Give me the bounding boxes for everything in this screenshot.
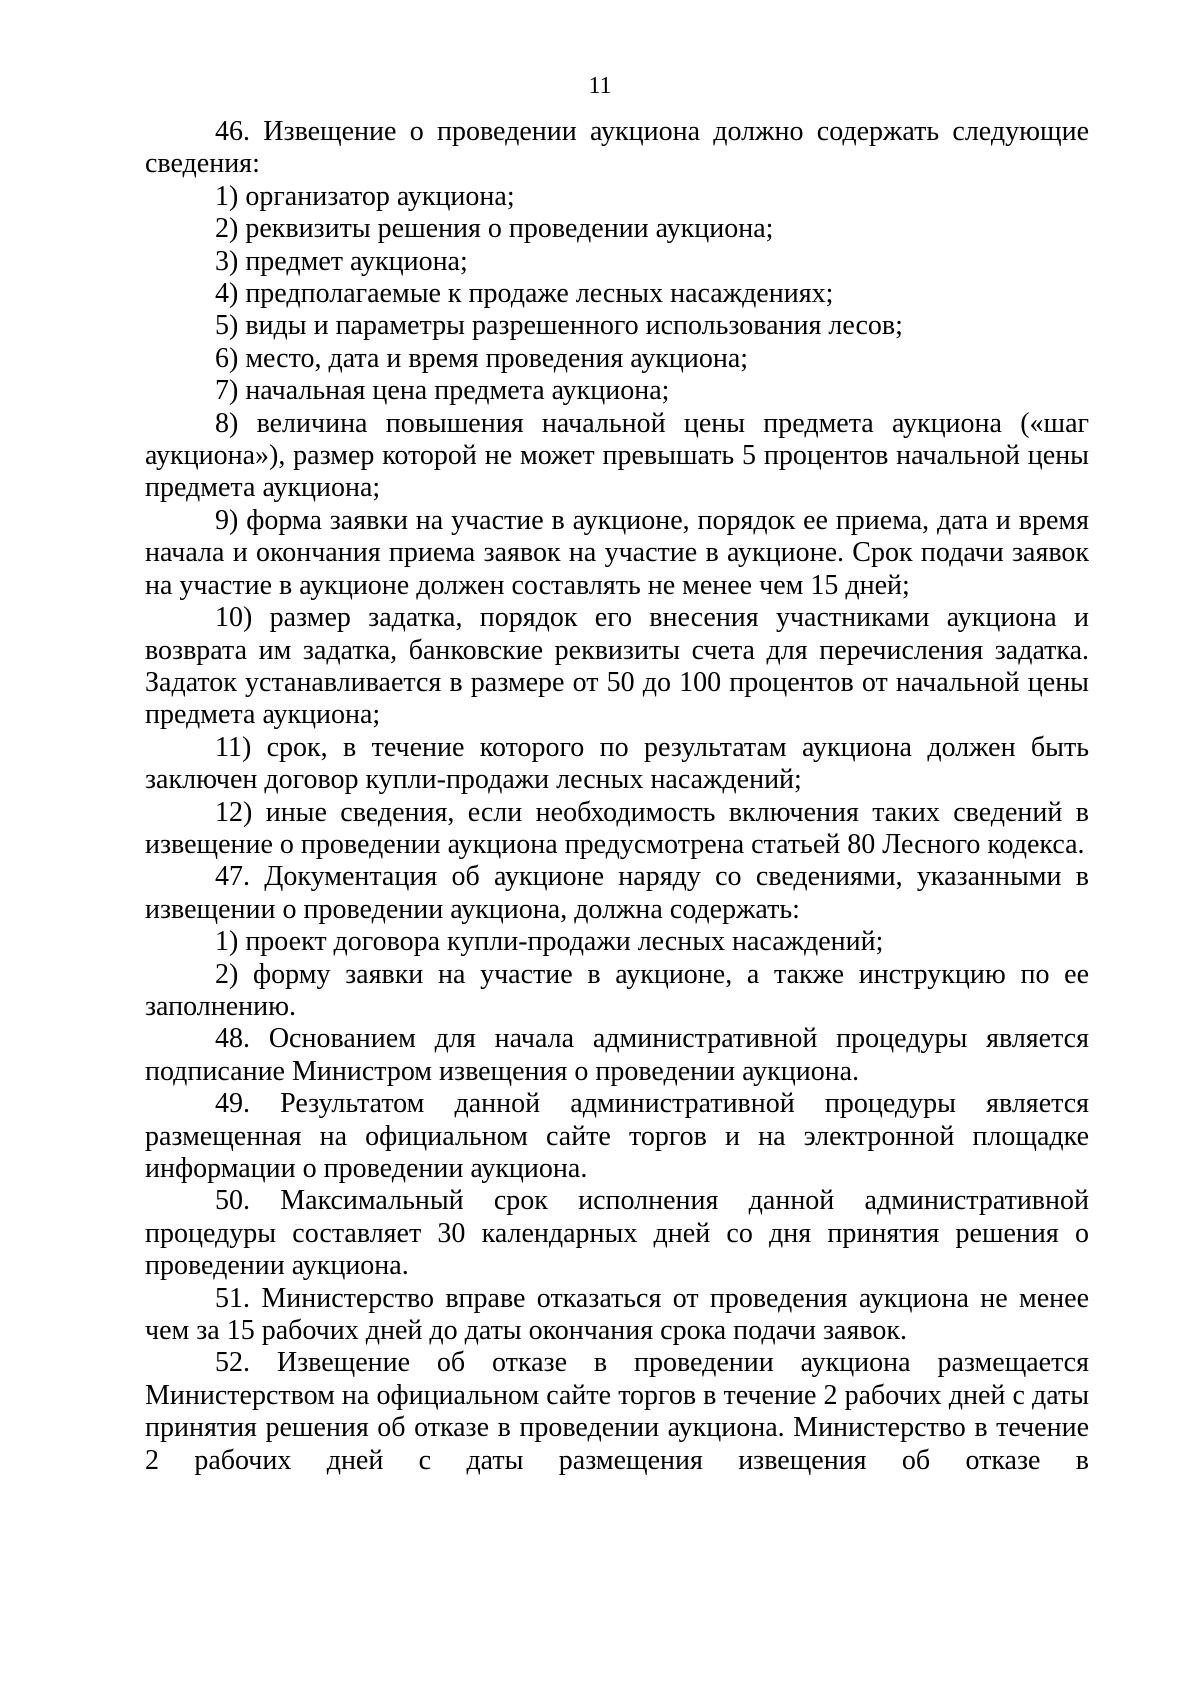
list-item: 2) реквизиты решения о проведении аукциона;	[215, 213, 774, 245]
paragraph-46: 46. Извещение о проведении аукциона должно содержать следующие сведения:	[145, 116, 1089, 180]
list-item: 2) форму заявки на участие в аукционе, а также инструкцию по ее заполнению.	[145, 958, 1089, 1022]
list-item: 4) предполагаемые к продаже лесных насаждениях;	[215, 278, 834, 310]
paragraph-50: 50. Максимальный срок исполнения данной административной процедуры составляет 30 календарных дней со дня принятия решения о проведении аукциона.	[145, 1185, 1089, 1282]
paragraph-52: 52. Извещение об отказе в проведении аукциона размещается Министерством на официальном сайте торгов в течение 2 рабочих дней с даты принятия решения об отказе в проведении аукциона. Министерство в течение 2 рабочих дней с даты размещения извещения об отказе в	[145, 1347, 1089, 1476]
list-item: 11) срок, в течение которого по результатам аукциона должен быть заключен договор купли-продажи лесных насаждений;	[145, 731, 1089, 796]
page-number: 11	[588, 73, 612, 99]
list-item: 6) место, дата и время проведения аукциона;	[215, 342, 749, 374]
paragraph-48: 48. Основанием для начала административной процедуры является подписание Министром извещения о проведении аукциона.	[145, 1023, 1089, 1087]
list-item: 12) иные сведения, если необходимость включения таких сведений в извещение о проведении аукциона предусмотрена статьей 80 Лесного кодекса.	[145, 796, 1089, 860]
paragraph-49: 49. Результатом данной административной процедуры является размещенная на официальном сайте торгов и на электронной площадке информации о проведении аукциона.	[145, 1088, 1089, 1184]
list-item: 5) виды и параметры разрешенного использования лесов;	[215, 310, 903, 342]
list-item: 9) форма заявки на участие в аукционе, порядок ее приема, дата и время начала и окончания приема заявок на участие в аукционе. Срок подачи заявок на участие в аукционе должен составлять не менее чем 15 дней;	[145, 504, 1089, 601]
list-item: 7) начальная цена предмета аукциона;	[215, 375, 670, 407]
list-item: 3) предмет аукциона;	[215, 245, 468, 277]
list-item: 10) размер задатка, порядок его внесения участниками аукциона и возврата им задатка, банковские реквизиты счета для перечисления задатка. Задаток устанавливается в размере от 50 до 100 процентов от начальной цены предмета аукциона;	[145, 602, 1089, 731]
document-body	[145, 116, 1089, 1477]
paragraph-51: 51. Министерство вправе отказаться от проведения аукциона не менее чем за 15 рабочих дней до даты окончания срока подачи заявок.	[145, 1282, 1089, 1347]
paragraph-47: 47. Документация об аукционе наряду со сведениями, указанными в извещении о проведении аукциона, должна содержать:	[145, 861, 1089, 925]
list-item: 8) величина повышения начальной цены предмета аукциона («шаг аукциона»), размер которой не может превышать 5 процентов начальной цены предмета аукциона;	[145, 407, 1089, 504]
list-item: 1) организатор аукциона;	[215, 180, 515, 212]
list-item: 1) проект договора купли-продажи лесных насаждений;	[215, 926, 884, 958]
